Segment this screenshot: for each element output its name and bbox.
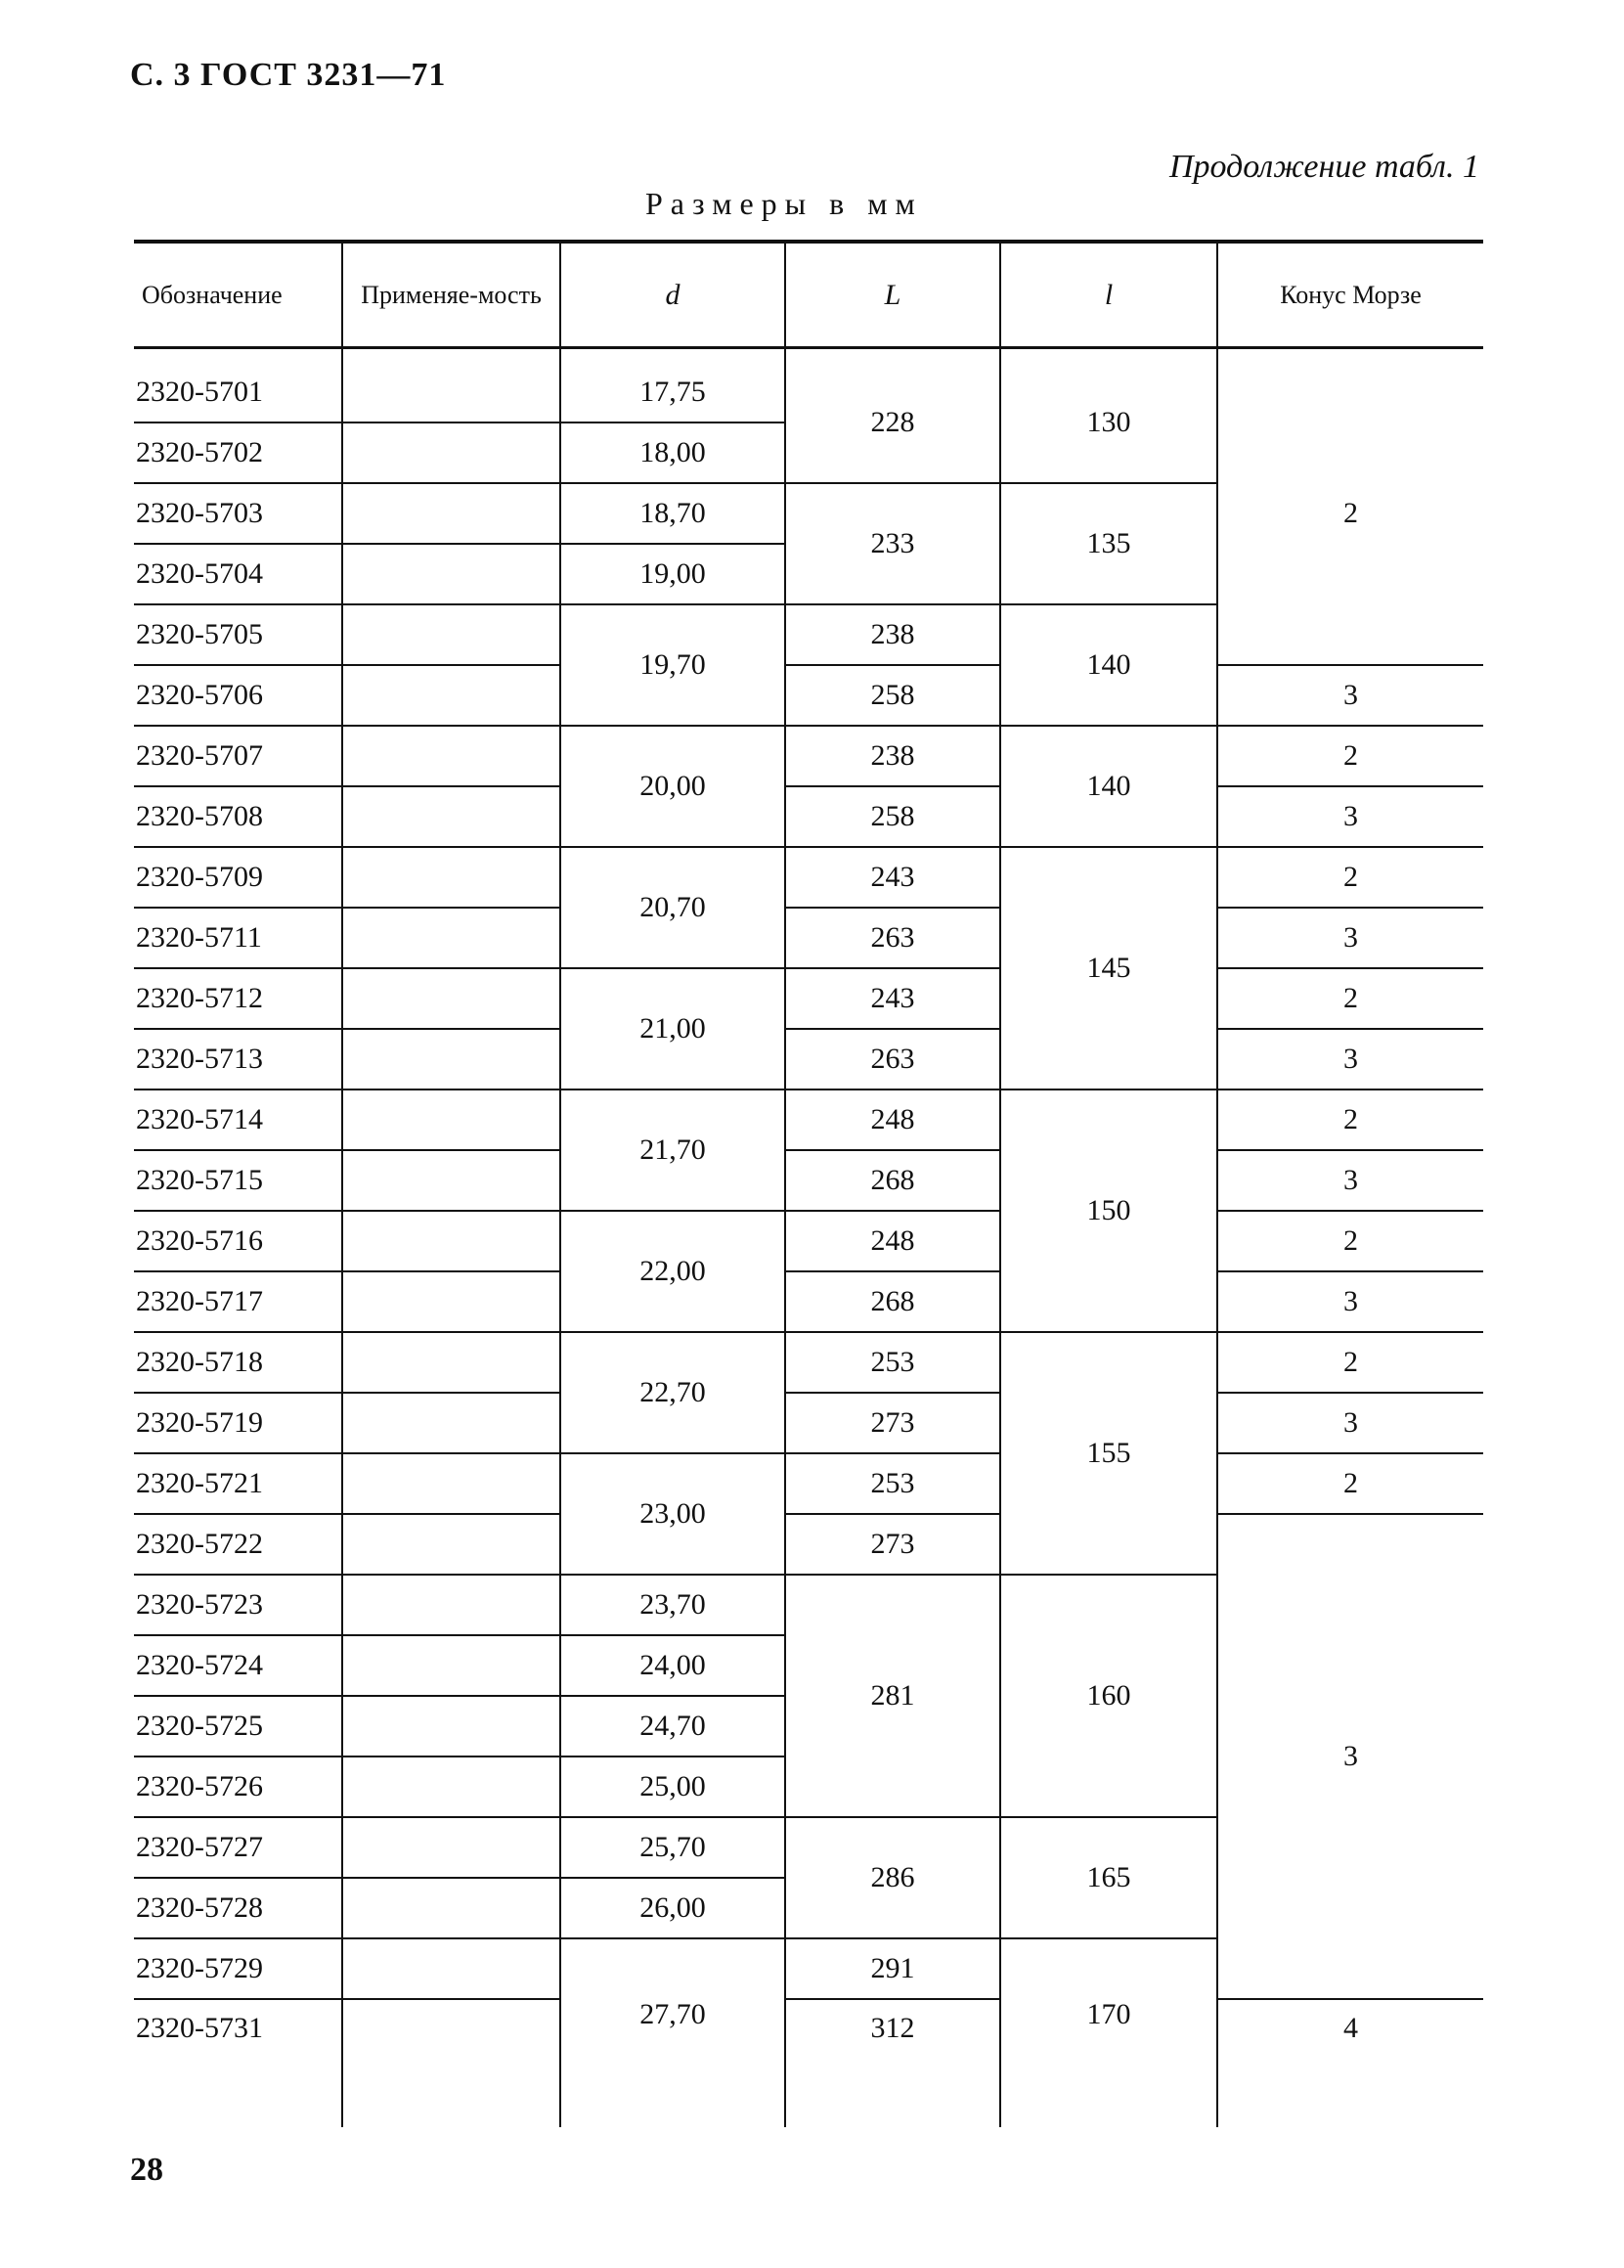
page-header: С. 3 ГОСТ 3231—71 bbox=[130, 57, 447, 93]
applicability-cell bbox=[342, 1575, 560, 1635]
col-header-designation: Обозначение bbox=[134, 242, 342, 348]
applicability-cell bbox=[342, 1757, 560, 1817]
table-row bbox=[134, 1090, 1483, 1150]
d-cell: 23,70 bbox=[560, 1575, 785, 1635]
d-cell: 25,00 bbox=[560, 1757, 785, 1817]
designation-cell: 2320-5701 bbox=[134, 363, 342, 422]
d-cell: 18,00 bbox=[560, 422, 785, 483]
morse-cell: 3 bbox=[1217, 908, 1483, 968]
L-cell: 238 bbox=[785, 726, 1000, 786]
L-cell: 238 bbox=[785, 604, 1000, 665]
L-cell: 253 bbox=[785, 1453, 1000, 1514]
designation-cell: 2320-5709 bbox=[134, 847, 342, 908]
d-cell: 24,00 bbox=[560, 1635, 785, 1696]
d-cell: 25,70 bbox=[560, 1817, 785, 1878]
designation-cell: 2320-5702 bbox=[134, 422, 342, 483]
morse-cell: 2 bbox=[1217, 726, 1483, 786]
morse-cell: 3 bbox=[1217, 665, 1483, 726]
morse-cell: 3 bbox=[1217, 1393, 1483, 1453]
L-cell: 228 bbox=[785, 363, 1000, 483]
applicability-cell bbox=[342, 604, 560, 665]
designation-cell: 2320-5719 bbox=[134, 1393, 342, 1453]
morse-cell: 3 bbox=[1217, 1029, 1483, 1090]
table-row bbox=[134, 968, 1483, 1029]
L-cell: 258 bbox=[785, 786, 1000, 847]
dimensions-table bbox=[134, 240, 1483, 2127]
d-cell: 26,00 bbox=[560, 1878, 785, 1938]
l-cell: 165 bbox=[1000, 1817, 1217, 1938]
applicability-cell bbox=[342, 665, 560, 726]
designation-cell: 2320-5706 bbox=[134, 665, 342, 726]
d-cell: 27,70 bbox=[560, 1938, 785, 2090]
designation-cell: 2320-5726 bbox=[134, 1757, 342, 1817]
designation-cell: 2320-5725 bbox=[134, 1696, 342, 1757]
L-cell: 268 bbox=[785, 1150, 1000, 1211]
table-row bbox=[134, 1453, 1483, 1514]
l-cell: 140 bbox=[1000, 726, 1217, 847]
table-row bbox=[134, 1999, 1483, 2090]
morse-cell: 3 bbox=[1217, 786, 1483, 847]
applicability-cell bbox=[342, 1453, 560, 1514]
morse-cell: 2 bbox=[1217, 363, 1483, 665]
l-cell: 145 bbox=[1000, 847, 1217, 1090]
applicability-cell bbox=[342, 544, 560, 604]
applicability-cell bbox=[342, 1150, 560, 1211]
applicability-cell bbox=[342, 483, 560, 544]
applicability-cell bbox=[342, 422, 560, 483]
L-cell: 243 bbox=[785, 968, 1000, 1029]
L-cell: 312 bbox=[785, 1999, 1000, 2090]
applicability-cell bbox=[342, 847, 560, 908]
designation-cell: 2320-5728 bbox=[134, 1878, 342, 1938]
d-cell: 23,00 bbox=[560, 1453, 785, 1575]
page-number: 28 bbox=[130, 2152, 163, 2188]
d-cell: 24,70 bbox=[560, 1696, 785, 1757]
L-cell: 268 bbox=[785, 1271, 1000, 1332]
designation-cell: 2320-5714 bbox=[134, 1090, 342, 1150]
applicability-cell bbox=[342, 1211, 560, 1271]
L-cell: 286 bbox=[785, 1817, 1000, 1938]
designation-cell: 2320-5723 bbox=[134, 1575, 342, 1635]
applicability-cell bbox=[342, 726, 560, 786]
designation-cell: 2320-5704 bbox=[134, 544, 342, 604]
applicability-cell bbox=[342, 1817, 560, 1878]
designation-cell: 2320-5717 bbox=[134, 1271, 342, 1332]
applicability-cell bbox=[342, 1514, 560, 1575]
d-cell: 21,70 bbox=[560, 1090, 785, 1211]
table-row bbox=[134, 1271, 1483, 1332]
designation-cell: 2320-5715 bbox=[134, 1150, 342, 1211]
d-cell: 22,70 bbox=[560, 1332, 785, 1453]
d-cell: 21,00 bbox=[560, 968, 785, 1090]
designation-cell: 2320-5713 bbox=[134, 1029, 342, 1090]
table-row bbox=[134, 1332, 1483, 1393]
morse-cell: 3 bbox=[1217, 1514, 1483, 1999]
L-cell: 281 bbox=[785, 1575, 1000, 1817]
designation-cell: 2320-5712 bbox=[134, 968, 342, 1029]
l-cell: 160 bbox=[1000, 1575, 1217, 1817]
designation-cell: 2320-5718 bbox=[134, 1332, 342, 1393]
L-cell: 263 bbox=[785, 908, 1000, 968]
table-row bbox=[134, 363, 1483, 422]
designation-cell: 2320-5707 bbox=[134, 726, 342, 786]
L-cell: 243 bbox=[785, 847, 1000, 908]
table-row bbox=[134, 1150, 1483, 1211]
l-cell: 150 bbox=[1000, 1090, 1217, 1332]
l-cell: 155 bbox=[1000, 1332, 1217, 1575]
designation-cell: 2320-5731 bbox=[136, 2012, 263, 2044]
table-row bbox=[134, 786, 1483, 847]
d-cell: 19,70 bbox=[560, 604, 785, 726]
d-cell: 22,00 bbox=[560, 1211, 785, 1332]
table-continuation-label: Продолжение табл. 1 bbox=[1168, 149, 1479, 185]
col-header-applicability: Применяе-мость bbox=[342, 242, 560, 348]
designation-cell: 2320-5724 bbox=[134, 1635, 342, 1696]
d-cell: 20,00 bbox=[560, 726, 785, 847]
applicability-cell bbox=[342, 786, 560, 847]
morse-cell: 2 bbox=[1217, 847, 1483, 908]
L-cell: 273 bbox=[785, 1393, 1000, 1453]
table-row bbox=[134, 726, 1483, 786]
table-header-row bbox=[134, 242, 1483, 348]
applicability-cell bbox=[342, 968, 560, 1029]
applicability-cell bbox=[342, 1090, 560, 1150]
designation-cell: 2320-5721 bbox=[134, 1453, 342, 1514]
L-cell: 273 bbox=[785, 1514, 1000, 1575]
applicability-cell bbox=[342, 1999, 560, 2090]
applicability-cell bbox=[342, 908, 560, 968]
designation-cell: 2320-5722 bbox=[134, 1514, 342, 1575]
l-cell: 170 bbox=[1000, 1938, 1217, 2090]
units-caption: Размеры в мм bbox=[645, 186, 923, 221]
l-cell: 140 bbox=[1000, 604, 1217, 726]
designation-cell: 2320-5703 bbox=[134, 483, 342, 544]
applicability-cell bbox=[342, 1878, 560, 1938]
morse-cell: 2 bbox=[1217, 1211, 1483, 1271]
applicability-cell bbox=[342, 1271, 560, 1332]
table-row bbox=[134, 908, 1483, 968]
designation-cell: 2320-5708 bbox=[134, 786, 342, 847]
L-cell: 291 bbox=[785, 1938, 1000, 1999]
designation-cell: 2320-5729 bbox=[134, 1938, 342, 1999]
designation-cell: 2320-5705 bbox=[134, 604, 342, 665]
table-row bbox=[134, 847, 1483, 908]
designation-cell: 2320-5727 bbox=[134, 1817, 342, 1878]
L-cell: 258 bbox=[785, 665, 1000, 726]
morse-cell: 4 bbox=[1217, 1999, 1483, 2090]
applicability-cell bbox=[342, 1938, 560, 1999]
d-cell: 18,70 bbox=[560, 483, 785, 544]
applicability-cell bbox=[342, 363, 560, 422]
applicability-cell bbox=[342, 1635, 560, 1696]
morse-cell: 2 bbox=[1217, 1453, 1483, 1514]
col-header-L: L bbox=[785, 242, 1000, 348]
d-cell: 19,00 bbox=[560, 544, 785, 604]
l-cell: 135 bbox=[1000, 483, 1217, 604]
table-row bbox=[134, 1393, 1483, 1453]
designation-cell: 2320-5716 bbox=[134, 1211, 342, 1271]
l-cell: 130 bbox=[1000, 363, 1217, 483]
table-row bbox=[134, 1211, 1483, 1271]
applicability-cell bbox=[342, 1029, 560, 1090]
L-cell: 248 bbox=[785, 1211, 1000, 1271]
d-cell: 20,70 bbox=[560, 847, 785, 968]
morse-cell: 3 bbox=[1217, 1150, 1483, 1211]
col-header-d: d bbox=[560, 242, 785, 348]
applicability-cell bbox=[342, 1696, 560, 1757]
morse-cell: 2 bbox=[1217, 968, 1483, 1029]
L-cell: 233 bbox=[785, 483, 1000, 604]
L-cell: 248 bbox=[785, 1090, 1000, 1150]
morse-cell: 3 bbox=[1217, 1271, 1483, 1332]
table-row bbox=[134, 1514, 1483, 1575]
L-cell: 253 bbox=[785, 1332, 1000, 1393]
table-row bbox=[134, 665, 1483, 726]
applicability-cell bbox=[342, 1332, 560, 1393]
col-header-morse-taper: Конус Морзе bbox=[1217, 242, 1483, 348]
d-cell: 17,75 bbox=[560, 363, 785, 422]
morse-cell: 2 bbox=[1217, 1332, 1483, 1393]
L-cell: 263 bbox=[785, 1029, 1000, 1090]
col-header-l: l bbox=[1000, 242, 1217, 348]
designation-cell: 2320-5711 bbox=[134, 908, 342, 968]
morse-cell: 2 bbox=[1217, 1090, 1483, 1150]
applicability-cell bbox=[342, 1393, 560, 1453]
table-row bbox=[134, 1029, 1483, 1090]
